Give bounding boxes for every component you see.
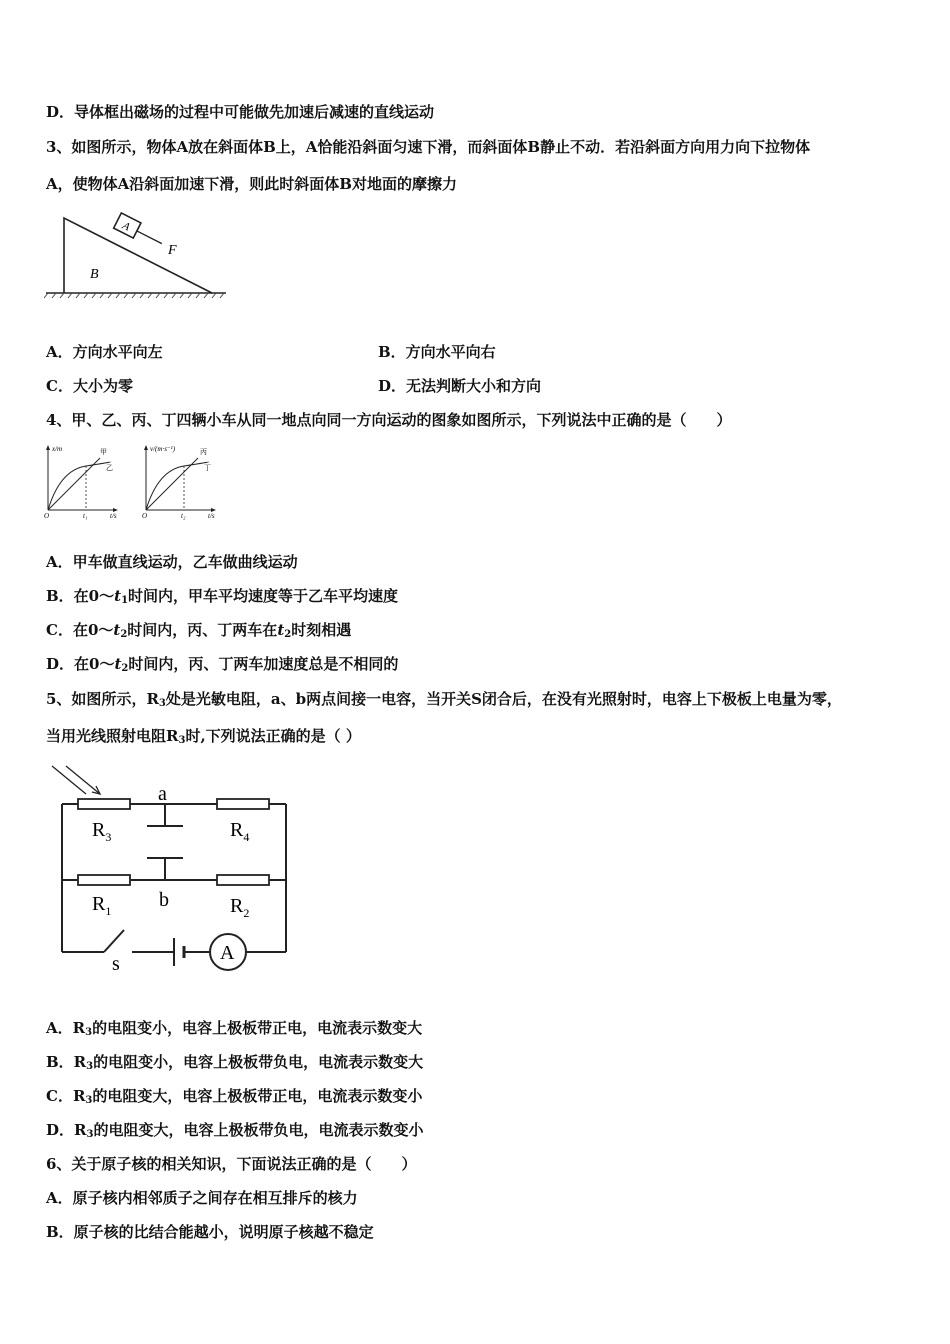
q4-option-b: B．在$0\sim t_1$时间内，甲车平均速度等于乙车平均速度 xyxy=(46,587,399,606)
q5-circuit-figure xyxy=(44,762,300,980)
graph2-curve2-label: 丁 xyxy=(204,464,211,472)
curve-jia xyxy=(48,458,100,510)
q3-option-d: D．无法判断大小和方向 xyxy=(378,377,542,395)
q3-option-a: A．方向水平向左 xyxy=(46,343,163,361)
q4-graph-xt xyxy=(40,440,124,524)
resistor-r1 xyxy=(78,875,130,885)
label-f: F xyxy=(168,243,177,258)
resistor-r3 xyxy=(78,799,130,809)
q4-option-a: A．甲车做直线运动，乙车做曲线运动 xyxy=(46,553,298,571)
label-ammeter: A xyxy=(220,942,235,964)
q5-option-a: A．$R_3$的电阻变小，电容上极板带正电，电流表示数变大 xyxy=(46,1019,423,1038)
q6-stem: 6、关于原子核的相关知识，下面说法正确的是（ ） xyxy=(46,1155,417,1173)
graph1-tick: t₁ xyxy=(83,512,88,520)
graph1-curve2-label: 乙 xyxy=(106,464,113,472)
q4-graph-vt xyxy=(138,440,228,524)
label-switch-s: s xyxy=(112,953,120,975)
label-point-a: a xyxy=(158,783,167,805)
q6-option-b: B．原子核的比结合能越小，说明原子核越不稳定 xyxy=(46,1223,374,1241)
q5-option-d: D．$R_3$的电阻变大，电容上极板带负电，电流表示数变小 xyxy=(46,1121,424,1140)
graph1-origin: O xyxy=(44,512,50,520)
label-r1: $R_1$ xyxy=(92,893,112,918)
label-a: A xyxy=(120,219,132,234)
q3-stem-line2: A，使物体A沿斜面加速下滑，则此时斜面体B对地面的摩擦力 xyxy=(46,175,457,193)
q5-stem-line1: 5、如图所示，$R_3$处是光敏电阻，a、b两点间接一电容，当开关S闭合后，在没有光照射时，电容上下极板上电量为零， xyxy=(46,690,842,709)
label-r4: $R_4$ xyxy=(230,819,250,844)
label-b: B xyxy=(90,267,99,282)
resistor-r2 xyxy=(217,875,269,885)
q3-option-b: B．方向水平向右 xyxy=(378,343,496,361)
graph2-curve1-label: 丙 xyxy=(200,448,207,456)
q5-stem-line2: 当用光线照射电阻$R_3$时,下列说法正确的是（ ） xyxy=(46,727,361,746)
graph1-ylabel: x/m xyxy=(52,445,63,453)
resistor-r4 xyxy=(217,799,269,809)
q4-option-c: C．在$0\sim t_2$时间内，丙、丁两车在$t_2$时刻相遇 xyxy=(46,621,352,640)
q5-option-c: C．$R_3$的电阻变大，电容上极板带正电，电流表示数变小 xyxy=(46,1087,423,1106)
graph1-xlabel: t/s xyxy=(110,512,117,520)
curve-ding xyxy=(146,462,208,510)
q3-incline-figure xyxy=(44,212,234,302)
q5-option-b: B．$R_3$的电阻变小，电容上极板带负电，电流表示数变大 xyxy=(46,1053,424,1072)
q2-option-d: D．导体框出磁场的过程中可能做先加速后减速的直线运动 xyxy=(46,103,435,121)
q4-stem: 4、甲、乙、丙、丁四辆小车从同一地点向同一方向运动的图象如图所示，下列说法中正确的是（ ） xyxy=(46,411,732,429)
label-r3: $R_3$ xyxy=(92,819,112,844)
graph2-xlabel: t/s xyxy=(208,512,215,520)
light-ray-icon xyxy=(52,766,100,794)
curve-yi xyxy=(48,462,110,510)
graph2-tick: t₂ xyxy=(181,512,186,520)
graph1-curve1-label: 甲 xyxy=(100,448,107,456)
q4-option-d: D．在$0\sim t_2$时间内，丙、丁两车加速度总是不相同的 xyxy=(46,655,399,674)
q3-option-c: C．大小为零 xyxy=(46,377,133,395)
label-point-b: b xyxy=(159,889,169,911)
graph2-origin: O xyxy=(142,512,148,520)
label-r2: $R_2$ xyxy=(230,895,250,920)
curve-bing xyxy=(146,458,198,510)
q6-option-a: A．原子核内相邻质子之间存在相互排斥的核力 xyxy=(46,1189,358,1207)
graph2-ylabel: v/(m·s⁻¹) xyxy=(150,445,176,453)
q3-stem-line1: 3、如图所示，物体A放在斜面体B上，A恰能沿斜面匀速下滑，而斜面体B静止不动．若沿斜面方向用力向下拉物体 xyxy=(46,138,811,156)
force-f-arrow xyxy=(137,231,162,244)
